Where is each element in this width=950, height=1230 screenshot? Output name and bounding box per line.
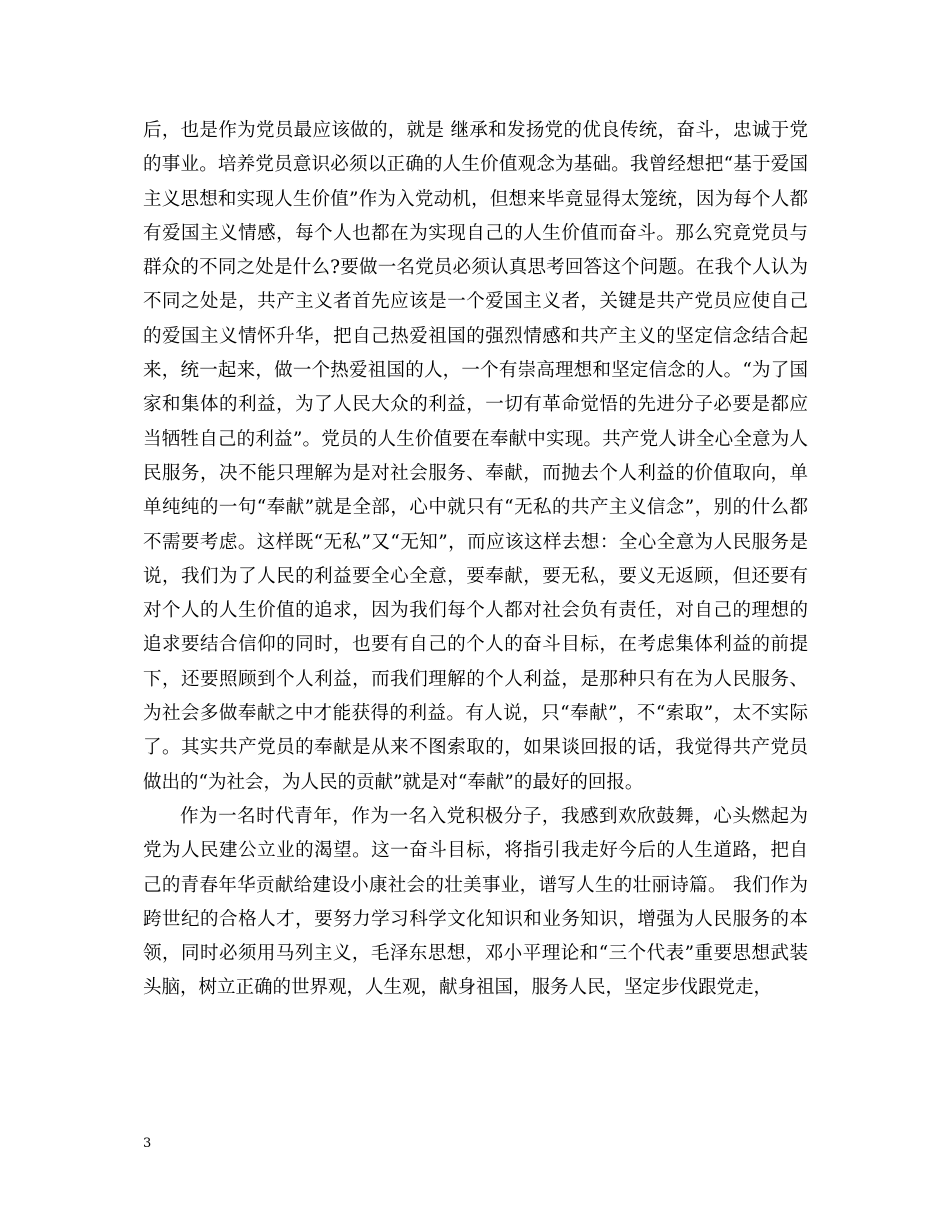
body-text xyxy=(143,114,808,1006)
page-number: 3 xyxy=(143,1136,152,1151)
paragraph-continuation: 后，也是作为党员最应该做的，就是 继承和发扬党的优良传统，奋斗，忠诚于党的事业。培养党员意识必须以正确的人生价值观念为基础。我曾经想把“基于爱国主义思想和实现人生价值”作为入党动机，但想来毕竟显得太笼统，因为每个人都有爱国主义情感，每个人也都在为实现自己的人生价值而奋斗。那么究竟党员与群众的不同之处是什么?要做一名党员必须认真思考回答这个问题。在我个人认为不同之处是，共产主义者首先应该是一个爱国主义者，关键是共产党员应使自己的爱国主义情怀升华，把自己热爱祖国的强烈情感和共产主义的坚定信念结合起来，统一起来，做一个热爱祖国的人，一个有崇高理想和坚定信念的人。“为了国家和集体的利益，为了人民大众的利益，一切有革命觉悟的先进分子必要是都应当牺牲自己的利益”。党员的人生价值要在奉献中实现。共产党人讲全心全意为人民服务，决不能只理解为是对社会服务、奉献，而抛去个人利益的价值取向，单单纯纯的一句“奉献”就是全部，心中就只有“无私的共产主义信念”，别的什么都不需要考虑。这样既“无私”又“无知”，而应该这样去想：全心全意为人民服务是说，我们为了人民的利益要全心全意，要奉献，要无私，要义无返顾，但还要有对个人的人生价值的追求，因为我们每个人都对社会负有责任，对自己的理想的追求要结合信仰的同时，也要有自己的个人的奋斗目标，在考虑集体利益的前提下，还要照顾到个人利益，而我们理解的个人利益，是那种只有在为人民服务、为社会多做奉献之中才能获得的利益。有人说，只“奉献”，不“索取”，太不实际了。其实共产党员的奉献是从来不图索取的，如果谈回报的话，我觉得共产党员做出的“为社会，为人民的贡献”就是对“奉献”的最好的回报。 xyxy=(143,120,808,793)
paragraph-youth-aspiration: 作为一名时代青年，作为一名入党积极分子，我感到欢欣鼓舞，心头燃起为党为人民建公立业的渴望。这一奋斗目标，将指引我走好今后的人生道路，把自己的青春年华贡献给建设小康社会的壮美事业，谱写人生的壮丽诗篇。 我们作为跨世纪的合格人才，要努力学习科学文化知识和业务知识，增强为人民服务的本领，同时必须用马列主义，毛泽东思想，邓小平理论和“三个代表”重要思想武装头脑，树立正确的世界观，人生观，献身祖国，服务人民，坚定步伐跟党走， xyxy=(143,805,808,999)
